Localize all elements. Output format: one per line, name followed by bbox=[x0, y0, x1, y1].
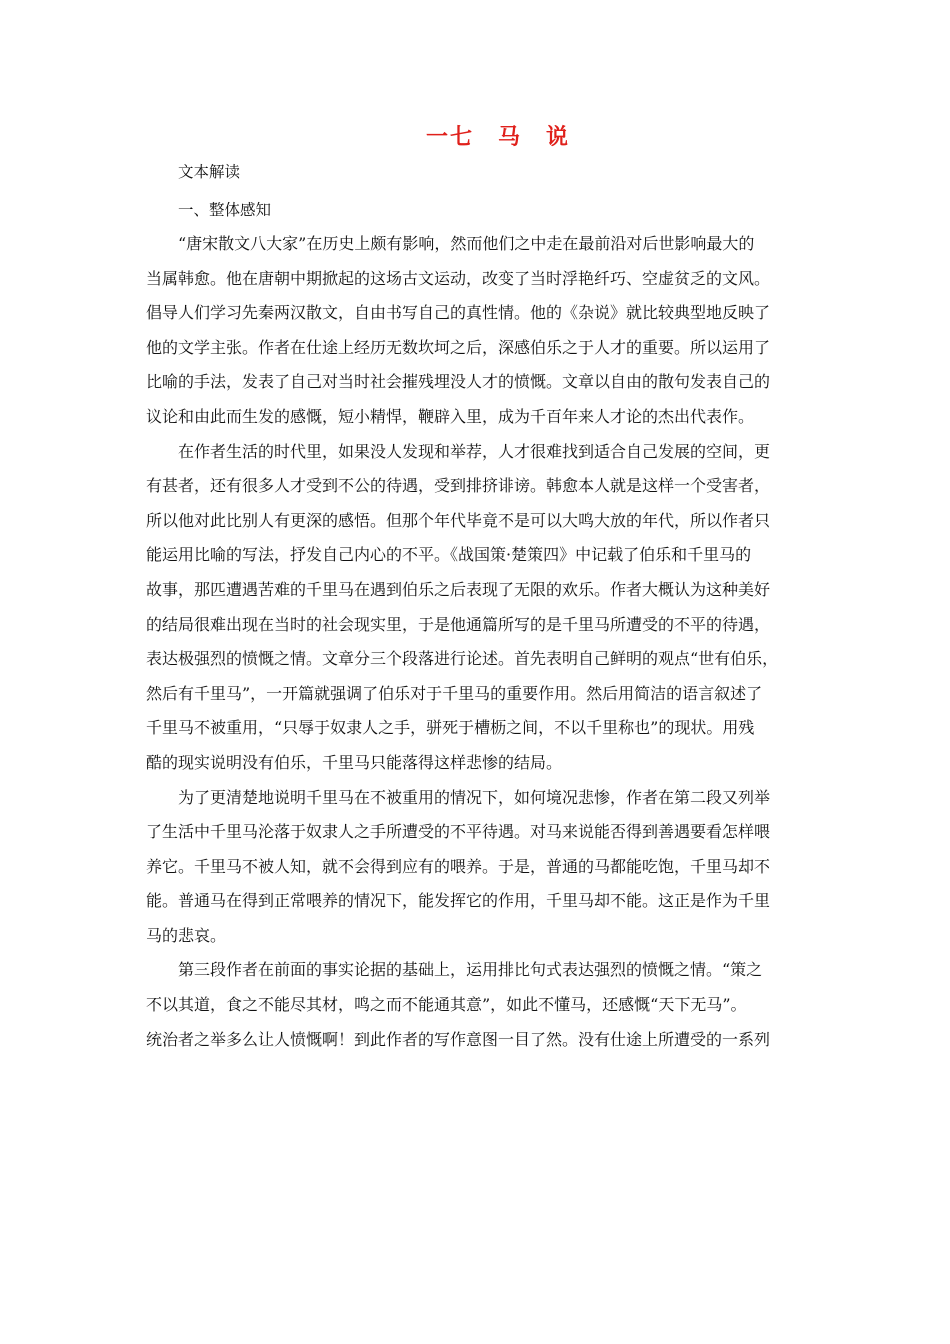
paragraph-line: 倡导人们学习先秦两汉散文，自由书写自己的真性情。他的《杂说》就比较典型地反映了 bbox=[146, 303, 771, 323]
paragraph-line: 有甚者，还有很多人才受到不公的待遇，受到排挤诽谤。韩愈本人就是这样一个受害者， bbox=[146, 476, 771, 496]
paragraph bbox=[146, 953, 806, 1057]
body-text bbox=[146, 227, 806, 1057]
paragraph-line: 不以其道，食之不能尽其材，鸣之而不能通其意”，如此不懂马，还感慨“天下无马”。 bbox=[146, 995, 747, 1015]
paragraph-line: 当属韩愈。他在唐朝中期掀起的这场古文运动，改变了当时浮艳纤巧、空虚贫乏的文风。 bbox=[146, 268, 771, 288]
paragraph-line: 能运用比喻的写法，抒发自己内心的不平。《战国策·楚策四》中记载了伯乐和千里马的 bbox=[146, 545, 752, 565]
paragraph-line: 议论和由此而生发的感慨，短小精悍，鞭辟入里，成为千百年来人才论的杰出代表作。 bbox=[146, 406, 755, 426]
document-title: 一七 马 说 bbox=[425, 125, 570, 150]
paragraph-line: 能。普通马在得到正常喂养的情况下，能发挥它的作用，千里马却不能。这正是作为千里 bbox=[146, 891, 771, 911]
paragraph-line: 养它。千里马不被人知，就不会得到应有的喂养。于是，普通的马都能吃饱，千里马却不 bbox=[146, 856, 771, 876]
paragraph-line: 然后有千里马”，一开篇就强调了伯乐对于千里马的重要作用。然后用简洁的语言叙述了 bbox=[146, 683, 763, 703]
paragraph bbox=[146, 227, 806, 435]
paragraph-line: “唐宋散文八大家”在历史上颇有影响，然而他们之中走在最前沿对后世影响最大的 bbox=[178, 234, 755, 253]
paragraph-line: 了生活中千里马沦落于奴隶人之手所遭受的不平待遇。对马来说能否得到善遇要看怎样喂 bbox=[146, 822, 771, 842]
paragraph bbox=[146, 435, 806, 781]
paragraph-line: 故事，那匹遭遇苦难的千里马在遇到伯乐之后表现了无限的欢乐。作者大概认为这种美好 bbox=[146, 579, 771, 599]
paragraph bbox=[146, 781, 806, 954]
paragraph-line: 他的文学主张。作者在仕途上经历无数坎坷之后，深感伯乐之于人才的重要。所以运用了 bbox=[146, 337, 771, 357]
subsection-heading: 一、整体感知 bbox=[178, 201, 272, 219]
paragraph-line: 在作者生活的时代里，如果没人发现和举荐，人才很难找到适合自己发展的空间，更 bbox=[178, 441, 771, 461]
paragraph-line: 所以他对此比别人有更深的感悟。但那个年代毕竟不是可以大鸣大放的年代，所以作者只 bbox=[146, 510, 771, 530]
paragraph-line: 第三段作者在前面的事实论据的基础上，运用排比句式表达强烈的愤慨之情。“策之 bbox=[178, 960, 763, 980]
paragraph-line: 千里马不被重用，“只辱于奴隶人之手，骈死于槽枥之间，不以千里称也”的现状。用残 bbox=[146, 718, 755, 738]
paragraph-line: 为了更清楚地说明千里马在不被重用的情况下，如何境况悲惨，作者在第二段又列举 bbox=[178, 787, 771, 807]
paragraph-line: 的结局很难出现在当时的社会现实里，于是他通篇所写的是千里马所遭受的不平的待遇， bbox=[146, 614, 771, 634]
paragraph-line: 表达极强烈的愤慨之情。文章分三个段落进行论述。首先表明自己鲜明的观点“世有伯乐， bbox=[146, 649, 779, 669]
paragraph-line: 马的悲哀。 bbox=[146, 925, 227, 945]
paragraph-line: 酷的现实说明没有伯乐，千里马只能落得这样悲惨的结局。 bbox=[146, 752, 563, 772]
paragraph-line: 比喻的手法，发表了自己对当时社会摧残埋没人才的愤慨。文章以自由的散句发表自己的 bbox=[146, 372, 771, 392]
section-heading: 文本解读 bbox=[178, 163, 241, 181]
paragraph-line: 统治者之举多么让人愤慨啊！到此作者的写作意图一目了然。没有仕途上所遭受的一系列 bbox=[146, 1029, 771, 1049]
